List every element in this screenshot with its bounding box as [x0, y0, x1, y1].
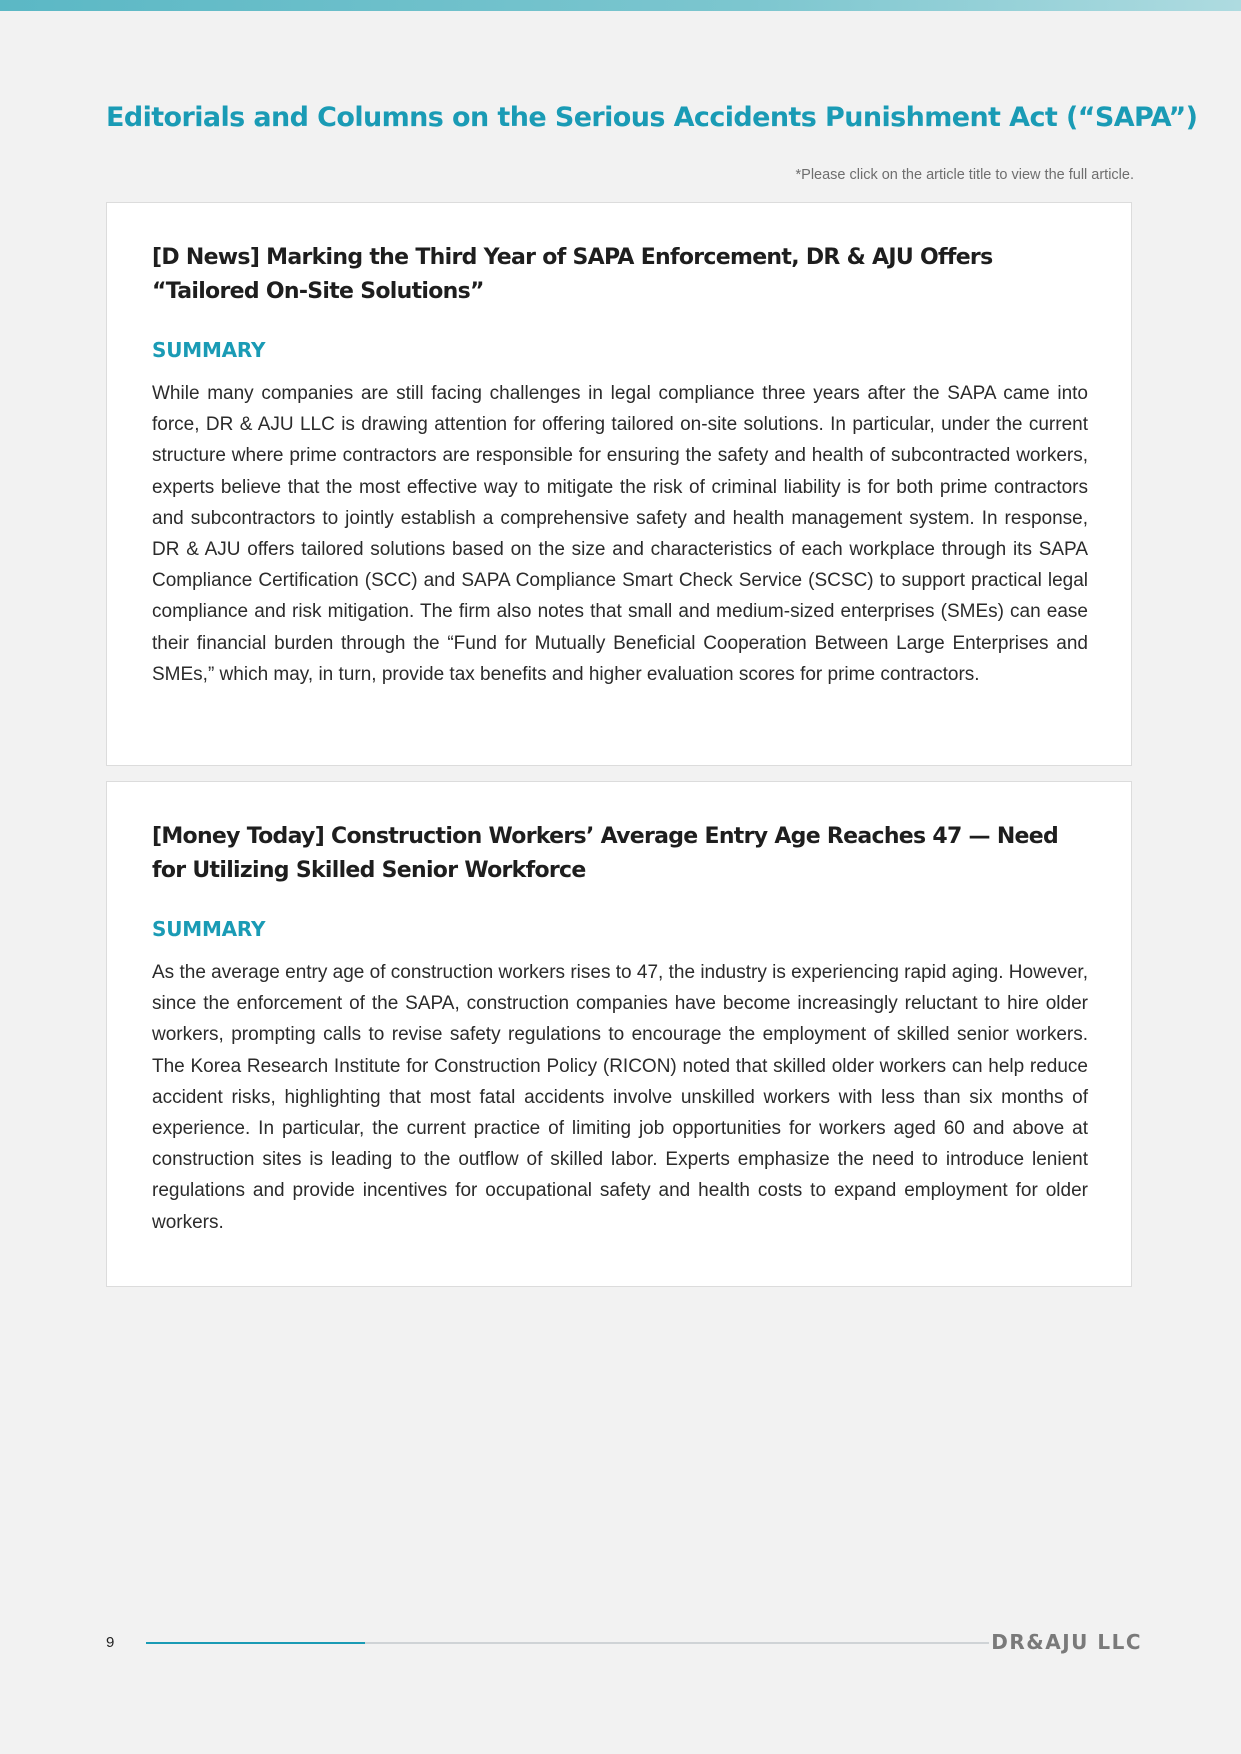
- page-title: Editorials and Columns on the Serious Accidents Punishment Act (“SAPA”): [106, 102, 1198, 133]
- summary-text: While many companies are still facing challenges in legal compliance three years after the SAPA came into force, DR & AJU LLC is drawing attention for offering tailored on-site solutions. In particular, under the current structure where prime contractors are responsible for ensuring the safety and health of subcontracted workers, experts believe that the most effective way to mitigate the risk of criminal liability is for both prime contractors and subcontractors to jointly establish a comprehensive safety and health management system. In response, DR & AJU offers tailored solutions based on the size and characteristics of each workplace through its SAPA Compliance Certification (SCC) and SAPA Compliance Smart Check Service (SCSC) to support practical legal compliance and risk mitigation. The firm also notes that small and medium-sized enterprises (SMEs) can ease their financial burden through the “Fund for Mutually Beneficial Cooperation Between Large Enterprises and SMEs,” which may, in turn, provide tax benefits and higher evaluation scores for prime contractors.: [152, 383, 1088, 685]
- summary-text: As the average entry age of construction workers rises to 47, the industry is experiencing rapid aging. However, since the enforcement of the SAPA, construction companies have become increasingly reluctant to hire older workers, prompting calls to revise safety regulations to encourage the employment of skilled senior workers. The Korea Research Institute for Construction Policy (RICON) noted that skilled older workers can help reduce accident risks, highlighting that most fatal accidents involve unskilled workers with less than six months of experience. In particular, the current practice of limiting job opportunities for workers aged 60 and above at construction sites is leading to the outflow of skilled labor. Experts emphasize the need to introduce lenient regulations and provide incentives for occupational safety and health costs to expand employment for older workers.: [152, 962, 1088, 1233]
- page-progress-bar: [146, 1642, 989, 1644]
- page-number: 9: [106, 1634, 115, 1651]
- article-card: [106, 202, 1132, 766]
- article-card: [106, 781, 1132, 1287]
- article-title-link[interactable]: [Money Today] Construction Workers’ Average Entry Age Reaches 47 — Need for Utilizing Skilled Senior Workforce: [152, 824, 1059, 883]
- brand-name: DR&AJU LLC: [991, 1630, 1142, 1654]
- summary-label: SUMMARY: [152, 917, 266, 941]
- top-accent-bar: [0, 0, 1241, 11]
- summary-label: SUMMARY: [152, 338, 266, 362]
- click-note: *Please click on the article title to view the full article.: [795, 167, 1134, 183]
- article-title-link[interactable]: [D News] Marking the Third Year of SAPA Enforcement, DR & AJU Offers “Tailored On-Site Solutions”: [152, 245, 993, 304]
- page-progress-fill: [146, 1642, 365, 1644]
